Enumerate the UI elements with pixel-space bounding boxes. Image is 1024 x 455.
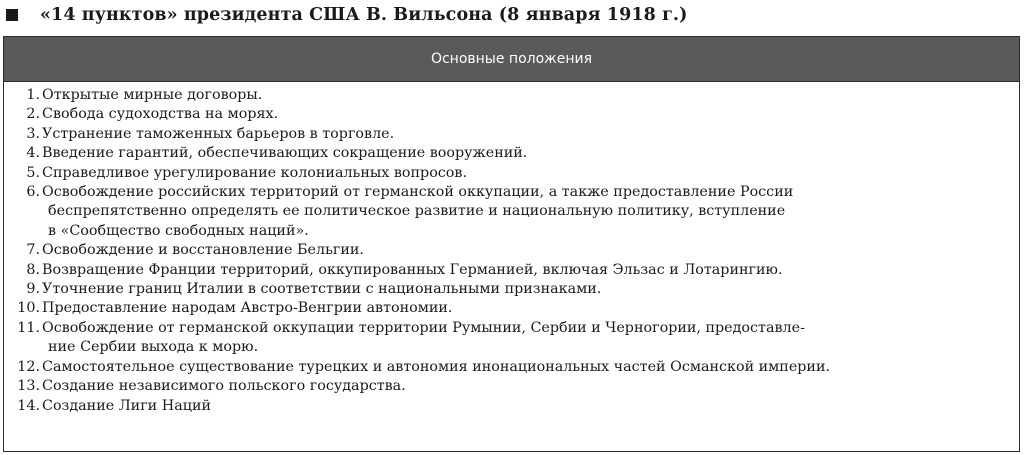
item-number: 1. [26, 87, 40, 103]
item-number: 5. [26, 164, 40, 181]
provisions-list [4, 82, 1019, 416]
list-item [4, 261, 1019, 280]
list-item [4, 105, 1019, 124]
item-text: Возвращение Франции территорий, оккупированных Германией, включая Эльзас и Лотарингию. [42, 261, 783, 278]
list-item [4, 125, 1019, 144]
list-item [4, 183, 1019, 202]
item-number: 11. [17, 319, 40, 336]
list-item [4, 299, 1019, 318]
table-header [4, 37, 1019, 82]
item-text: Создание независимого польского государства. [42, 378, 406, 395]
item-text: Освобождение и восстановление Бельгии. [42, 242, 364, 259]
item-text: Предоставление народам Австро-Венгрии автономии. [42, 300, 453, 317]
item-text-continuation: беспрепятственно определять ее политическое развитие и национальную политику, вступление [48, 203, 786, 220]
item-text: Создание Лиги Наций [42, 397, 212, 414]
item-text: Справедливое урегулирование колониальных вопросов. [42, 164, 468, 181]
item-text: Свобода судоходства на морях. [42, 106, 279, 123]
table-header-label: Основные положения [430, 51, 593, 67]
list-item [4, 164, 1019, 183]
item-number: 13. [17, 378, 40, 395]
item-number: 9. [26, 281, 40, 298]
item-text: Самостоятельное существование турецких и автономия инонациональных частей Османской империи. [42, 358, 831, 375]
list-item [4, 377, 1019, 396]
item-number: 14. [17, 397, 40, 414]
item-number: 3. [26, 125, 40, 142]
title-row [4, 0, 1020, 30]
list-item [4, 358, 1019, 377]
list-item [4, 144, 1019, 163]
item-text: Освобождение от германской оккупации территории Румынии, Сербии и Черногории, предоставле- [42, 319, 805, 336]
list-item [4, 241, 1019, 260]
bullet-square-icon [6, 9, 18, 21]
list-item [4, 86, 1019, 105]
list-item [4, 280, 1019, 299]
item-number: 12. [17, 358, 40, 375]
item-number: 4. [26, 145, 40, 162]
item-number: 8. [26, 261, 40, 278]
item-number: 10. [17, 300, 40, 317]
item-number: 7. [26, 242, 40, 259]
item-number: 6. [26, 184, 40, 201]
item-text: Введение гарантий, обеспечивающих сокращение вооружений. [42, 145, 528, 162]
item-number: 2. [26, 106, 40, 123]
item-text: Освобождение российских территорий от германской оккупации, а также предоставление России [42, 184, 794, 201]
item-text: Уточнение границ Италии в соответствии с национальными признаками. [42, 281, 602, 298]
list-item [4, 397, 1019, 416]
item-text: Открытые мирные договоры. [42, 87, 263, 103]
list-item [4, 319, 1019, 338]
item-text-continuation: ние Сербии выхода к морю. [48, 339, 259, 356]
item-text: Устранение таможенных барьеров в торговле. [42, 125, 395, 142]
item-text-continuation: в «Сообщество свободных наций». [48, 222, 309, 239]
provisions-table [3, 36, 1020, 452]
document-title: «14 пунктов» президента США В. Вильсона (8 января 1918 г.) [40, 5, 688, 25]
